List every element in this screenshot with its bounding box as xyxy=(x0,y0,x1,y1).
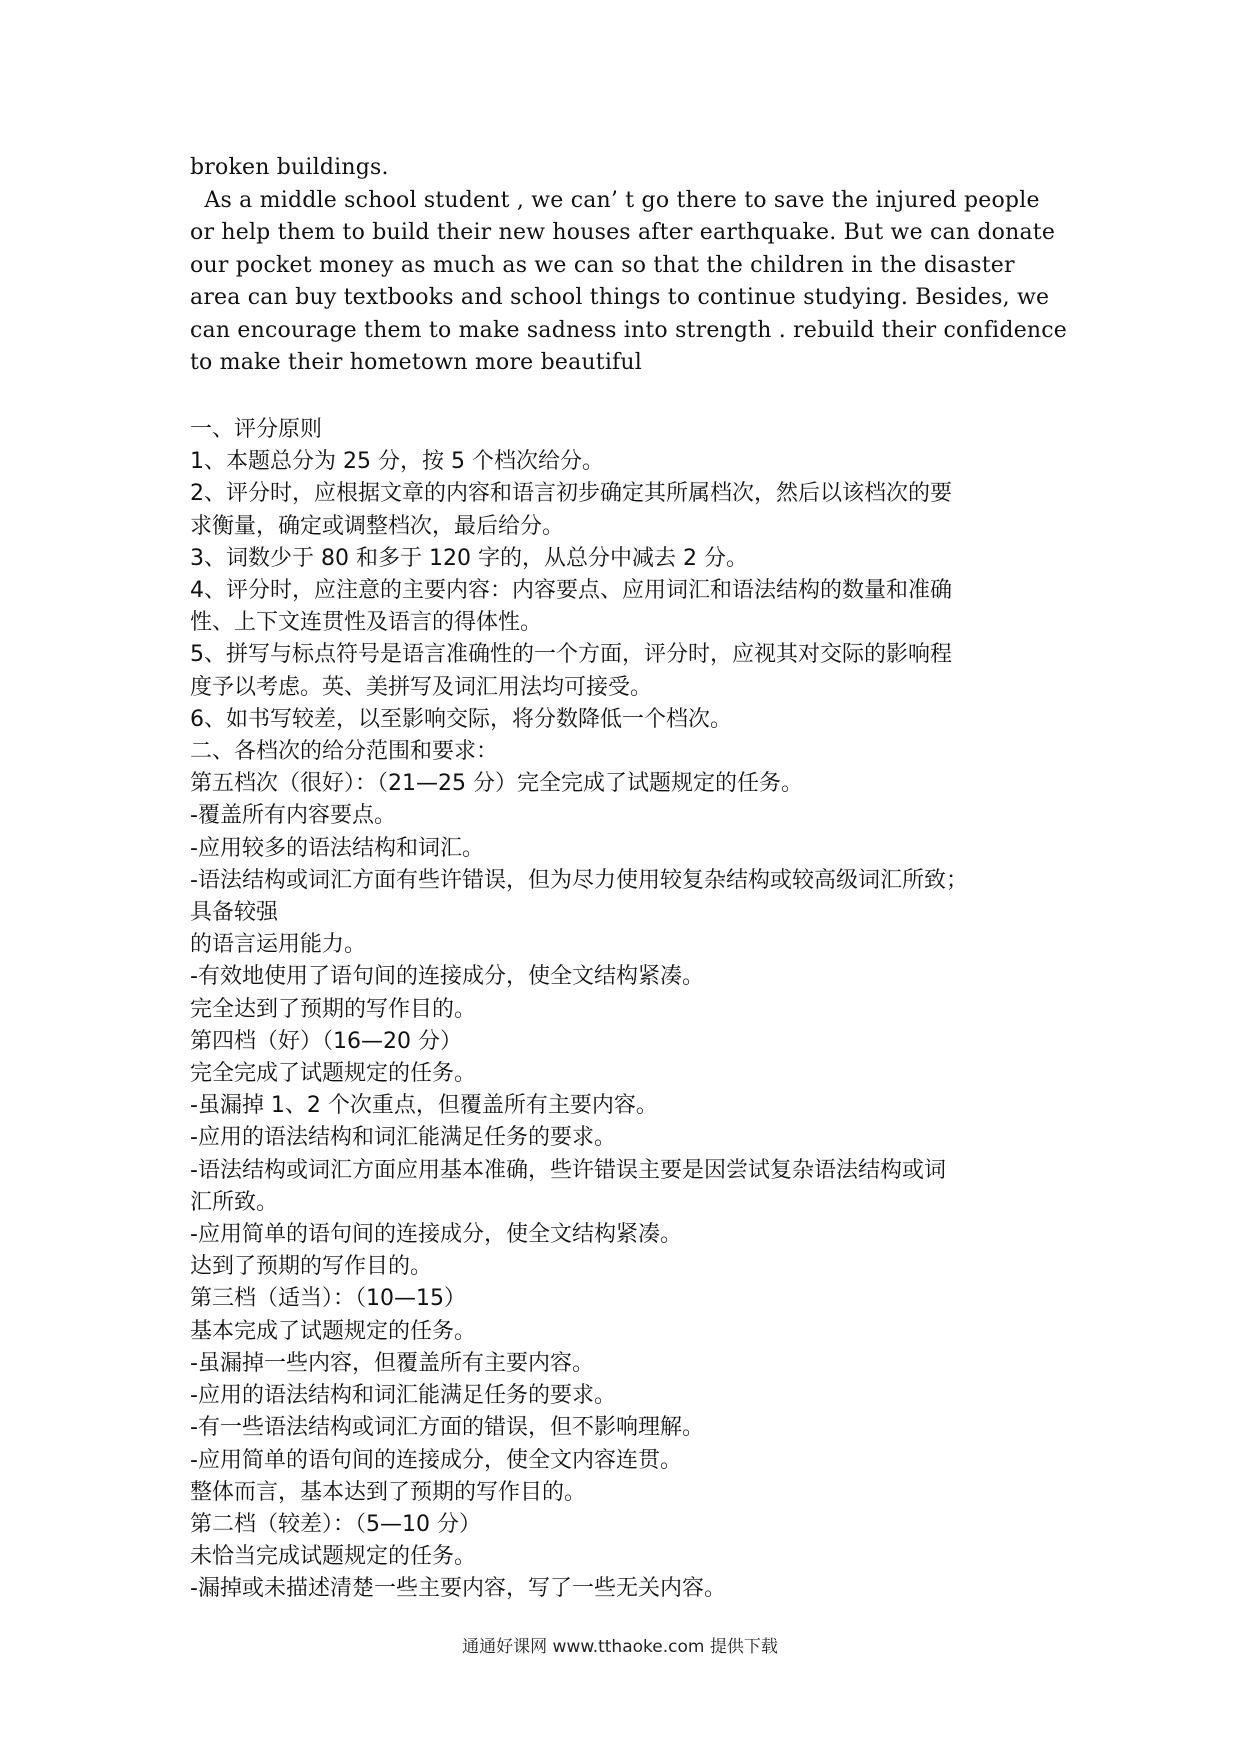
essay-line: to make their hometown more beautiful xyxy=(190,350,642,375)
rubric-line: -虽漏掉一些内容，但覆盖所有主要内容。 xyxy=(190,1350,594,1376)
grade-heading: 第二档（较差）：（5—10 分） xyxy=(190,1511,481,1537)
rubric-line: -应用简单的语句间的连接成分，使全文结构紧凑。 xyxy=(190,1222,682,1248)
rubric-line: -语法结构或词汇方面应用基本准确，些许错误主要是因尝试复杂语法结构或词 xyxy=(190,1157,946,1183)
rubric-line: 完全达到了预期的写作目的。 xyxy=(190,996,477,1022)
rubric-line: 具备较强 xyxy=(190,900,279,926)
rubric-line: 4、评分时，应注意的主要内容：内容要点、应用词汇和语法结构的数量和准确 xyxy=(190,578,952,604)
rubric-line: 性、上下文连贯性及语言的得体性。 xyxy=(190,610,543,636)
rubric-line: 基本完成了试题规定的任务。 xyxy=(190,1318,477,1344)
grade-heading: 第三档（适当）：（10—15） xyxy=(190,1286,466,1312)
scoring-rubric xyxy=(190,414,1070,1606)
rubric-line: 未恰当完成试题规定的任务。 xyxy=(190,1544,477,1570)
essay-line: As a middle school student , we can’ t go there to save the injured people xyxy=(190,187,1040,213)
rubric-line: -语法结构或词汇方面有些许错误，但为尽力使用较复杂结构或较高级词汇所致； xyxy=(190,867,968,893)
rubric-line: 3、词数少于 80 和多于 120 字的，从总分中减去 2 分。 xyxy=(190,545,748,571)
rubric-line: -覆盖所有内容要点。 xyxy=(190,803,396,829)
rubric-line: -漏掉或未描述清楚一些主要内容，写了一些无关内容。 xyxy=(190,1576,726,1602)
section-heading: 二、各档次的给分范围和要求： xyxy=(190,739,499,765)
section-heading: 一、评分原则 xyxy=(190,417,323,442)
grade-heading: 第四档（好）（16—20 分） xyxy=(190,1028,462,1054)
rubric-line: 度予以考虑。英、美拼写及词汇用法均可接受。 xyxy=(190,674,653,700)
page-footer: 通通好课网 www.tthaoke.com 提供下载 xyxy=(462,1637,778,1657)
rubric-line: 汇所致。 xyxy=(190,1189,279,1215)
essay-line: area can buy textbooks and school things to continue studying. Besides, we xyxy=(190,285,1050,310)
essay-line: or help them to build their new houses after earthquake. But we can donate xyxy=(190,220,1056,245)
rubric-line: -应用简单的语句间的连接成分，使全文内容连贯。 xyxy=(190,1447,682,1473)
essay-line: broken buildings. xyxy=(190,155,389,180)
rubric-line: 2、评分时，应根据文章的内容和语言初步确定其所属档次，然后以该档次的要 xyxy=(190,481,952,507)
rubric-line: 达到了预期的写作目的。 xyxy=(190,1254,433,1280)
rubric-line: 6、如书写较差，以至影响交际，将分数降低一个档次。 xyxy=(190,706,732,732)
grade-heading: 第五档次（很好）：（21—25 分）完全完成了试题规定的任务。 xyxy=(190,771,803,797)
essay-line: can encourage them to make sadness into strength . rebuild their confidence xyxy=(190,317,1068,343)
rubric-line: -虽漏掉 1、2 个次重点，但覆盖所有主要内容。 xyxy=(190,1093,658,1119)
rubric-line: -应用较多的语法结构和词汇。 xyxy=(190,835,484,861)
essay-line: our pocket money as much as we can so that the children in the disaster xyxy=(190,252,1015,278)
rubric-line: 5、拼写与标点符号是语言准确性的一个方面，评分时，应视其对交际的影响程 xyxy=(190,642,952,668)
rubric-line: -有一些语法结构或词汇方面的错误，但不影响理解。 xyxy=(190,1415,704,1441)
rubric-line: -应用的语法结构和词汇能满足任务的要求。 xyxy=(190,1125,616,1151)
rubric-line: -应用的语法结构和词汇能满足任务的要求。 xyxy=(190,1383,616,1409)
rubric-line: 1、本题总分为 25 分，按 5 个档次给分。 xyxy=(190,449,604,475)
essay-paragraph xyxy=(190,152,1068,380)
rubric-line: -有效地使用了语句间的连接成分，使全文结构紧凑。 xyxy=(190,964,704,990)
rubric-line: 完全完成了试题规定的任务。 xyxy=(190,1061,477,1087)
rubric-line: 的语言运用能力。 xyxy=(190,932,367,958)
rubric-line: 整体而言，基本达到了预期的写作目的。 xyxy=(190,1479,587,1505)
rubric-line: 求衡量，确定或调整档次，最后给分。 xyxy=(190,513,565,539)
